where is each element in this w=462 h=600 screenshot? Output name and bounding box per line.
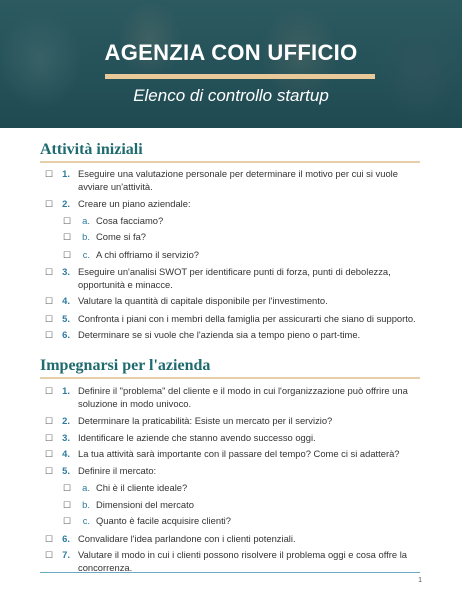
item-text: Definire il "problema" del cliente e il modo in cui l'organizzazione può offrire una soluzione in modo univoco.: [78, 385, 408, 409]
item-number: 5.: [62, 464, 70, 476]
item-number: 6.: [62, 532, 70, 544]
checklist-item: [40, 198, 425, 211]
checklist-item: [40, 549, 425, 574]
checkbox[interactable]: ☐: [62, 516, 72, 526]
item-letter: a.: [82, 214, 90, 226]
item-letter: b.: [82, 231, 90, 242]
item-text: Creare un piano aziendale:: [78, 198, 191, 209]
checklist-item: [40, 168, 425, 193]
item-text: Valutare il modo in cui i clienti possono risolvere il problema oggi e cosa offre la concorrenza.: [78, 549, 407, 573]
checkbox[interactable]: ☐: [44, 330, 54, 340]
section-divider: [40, 377, 420, 379]
item-number: 1.: [62, 385, 70, 396]
item-number: 2.: [62, 198, 70, 209]
item-text: Definire il mercato:: [78, 464, 157, 476]
item-number: 3.: [62, 266, 70, 277]
checklist-item: [40, 432, 425, 445]
checklist-item: [40, 448, 425, 461]
item-text: Dimensioni del mercato: [96, 498, 194, 510]
checkbox[interactable]: ☐: [44, 533, 54, 544]
item-text: Valutare la quantità di capitale disponibile per l'investimento.: [78, 295, 328, 306]
checklist-subitem: [40, 215, 425, 228]
item-number: 1.: [62, 168, 70, 179]
checkbox[interactable]: ☐: [62, 249, 72, 260]
item-number: 4.: [62, 448, 70, 459]
checkbox[interactable]: ☐: [44, 267, 54, 277]
section-divider: [40, 161, 420, 163]
footer-divider: [40, 572, 420, 573]
checkbox[interactable]: ☐: [44, 550, 54, 560]
item-text: Determinare se si vuole che l'azienda sia a tempo pieno o part-time.: [78, 329, 361, 340]
item-text: Cosa facciamo?: [96, 214, 164, 226]
checklist-subitem: [40, 231, 425, 244]
checkbox[interactable]: ☐: [62, 483, 72, 493]
item-letter: a.: [82, 482, 90, 493]
checklist-subitem: [40, 249, 425, 262]
checkbox[interactable]: ☐: [44, 386, 54, 396]
checkbox[interactable]: ☐: [44, 169, 54, 179]
document-title: AGENZIA CON UFFICIO: [104, 40, 358, 65]
item-letter: c.: [82, 515, 90, 526]
checkbox[interactable]: ☐: [44, 432, 54, 443]
checklist-item: [40, 313, 425, 326]
checklist-item: [40, 415, 425, 428]
item-number: 6.: [62, 329, 70, 340]
document-subtitle: Elenco di controllo startup: [133, 86, 329, 105]
item-number: 2.: [62, 415, 70, 426]
item-number: 3.: [62, 431, 70, 443]
checklist-subitem: [40, 482, 425, 495]
item-text: Convalidare l'idea parlandone con i clienti potenziali.: [78, 532, 296, 544]
item-text: La tua attività sarà importante con il passare del tempo? Come ci si adatterà?: [78, 448, 400, 459]
checkbox[interactable]: ☐: [44, 313, 54, 324]
item-letter: c.: [82, 248, 90, 260]
checklist-item: [40, 533, 425, 546]
item-letter: b.: [82, 498, 90, 510]
item-number: 7.: [62, 549, 70, 560]
item-text: Chi è il cliente ideale?: [96, 482, 188, 493]
page-number: 1: [418, 577, 422, 584]
title-divider: [105, 74, 375, 79]
checkbox[interactable]: ☐: [62, 215, 72, 226]
header-banner: [0, 0, 462, 128]
section-title-attivita-iniziali: Attività iniziali: [40, 141, 143, 158]
checkbox[interactable]: ☐: [44, 449, 54, 459]
checklist-subitem: [40, 499, 425, 512]
checklist-impegnarsi: [40, 385, 425, 574]
section-title-impegnarsi: Impegnarsi per l'azienda: [40, 357, 211, 374]
item-text: Eseguire una valutazione personale per determinare il motivo per cui si vuole avviare un'attività.: [78, 168, 398, 192]
item-number: 5.: [62, 312, 70, 324]
item-number: 4.: [62, 295, 70, 306]
checklist-item: [40, 266, 425, 291]
checkbox[interactable]: ☐: [44, 416, 54, 426]
checklist-item: [40, 385, 425, 410]
checkbox[interactable]: ☐: [44, 465, 54, 476]
item-text: Confronta i piani con i membri della famiglia per assicurarti che siano di supporto.: [78, 312, 416, 324]
item-text: Quanto è facile acquisire clienti?: [96, 515, 231, 526]
checkbox[interactable]: ☐: [44, 199, 54, 209]
item-text: A chi offriamo il servizio?: [96, 248, 199, 260]
item-text: Eseguire un'analisi SWOT per identificare punti di forza, punti di debolezza, opportunità e minacce.: [78, 266, 391, 290]
checklist-item: [40, 465, 425, 478]
item-text: Determinare la praticabilità: Esiste un mercato per il servizio?: [78, 415, 333, 426]
checkbox[interactable]: ☐: [44, 296, 54, 306]
checklist-attivita-iniziali: [40, 168, 425, 342]
item-text: Come si fa?: [96, 231, 147, 242]
checklist-subitem: [40, 515, 425, 528]
item-text: Identificare le aziende che stanno avendo successo oggi.: [78, 431, 316, 443]
checklist-item: [40, 295, 425, 308]
checkbox[interactable]: ☐: [62, 232, 72, 242]
checklist-item: [40, 329, 425, 342]
checkbox[interactable]: ☐: [62, 499, 72, 510]
